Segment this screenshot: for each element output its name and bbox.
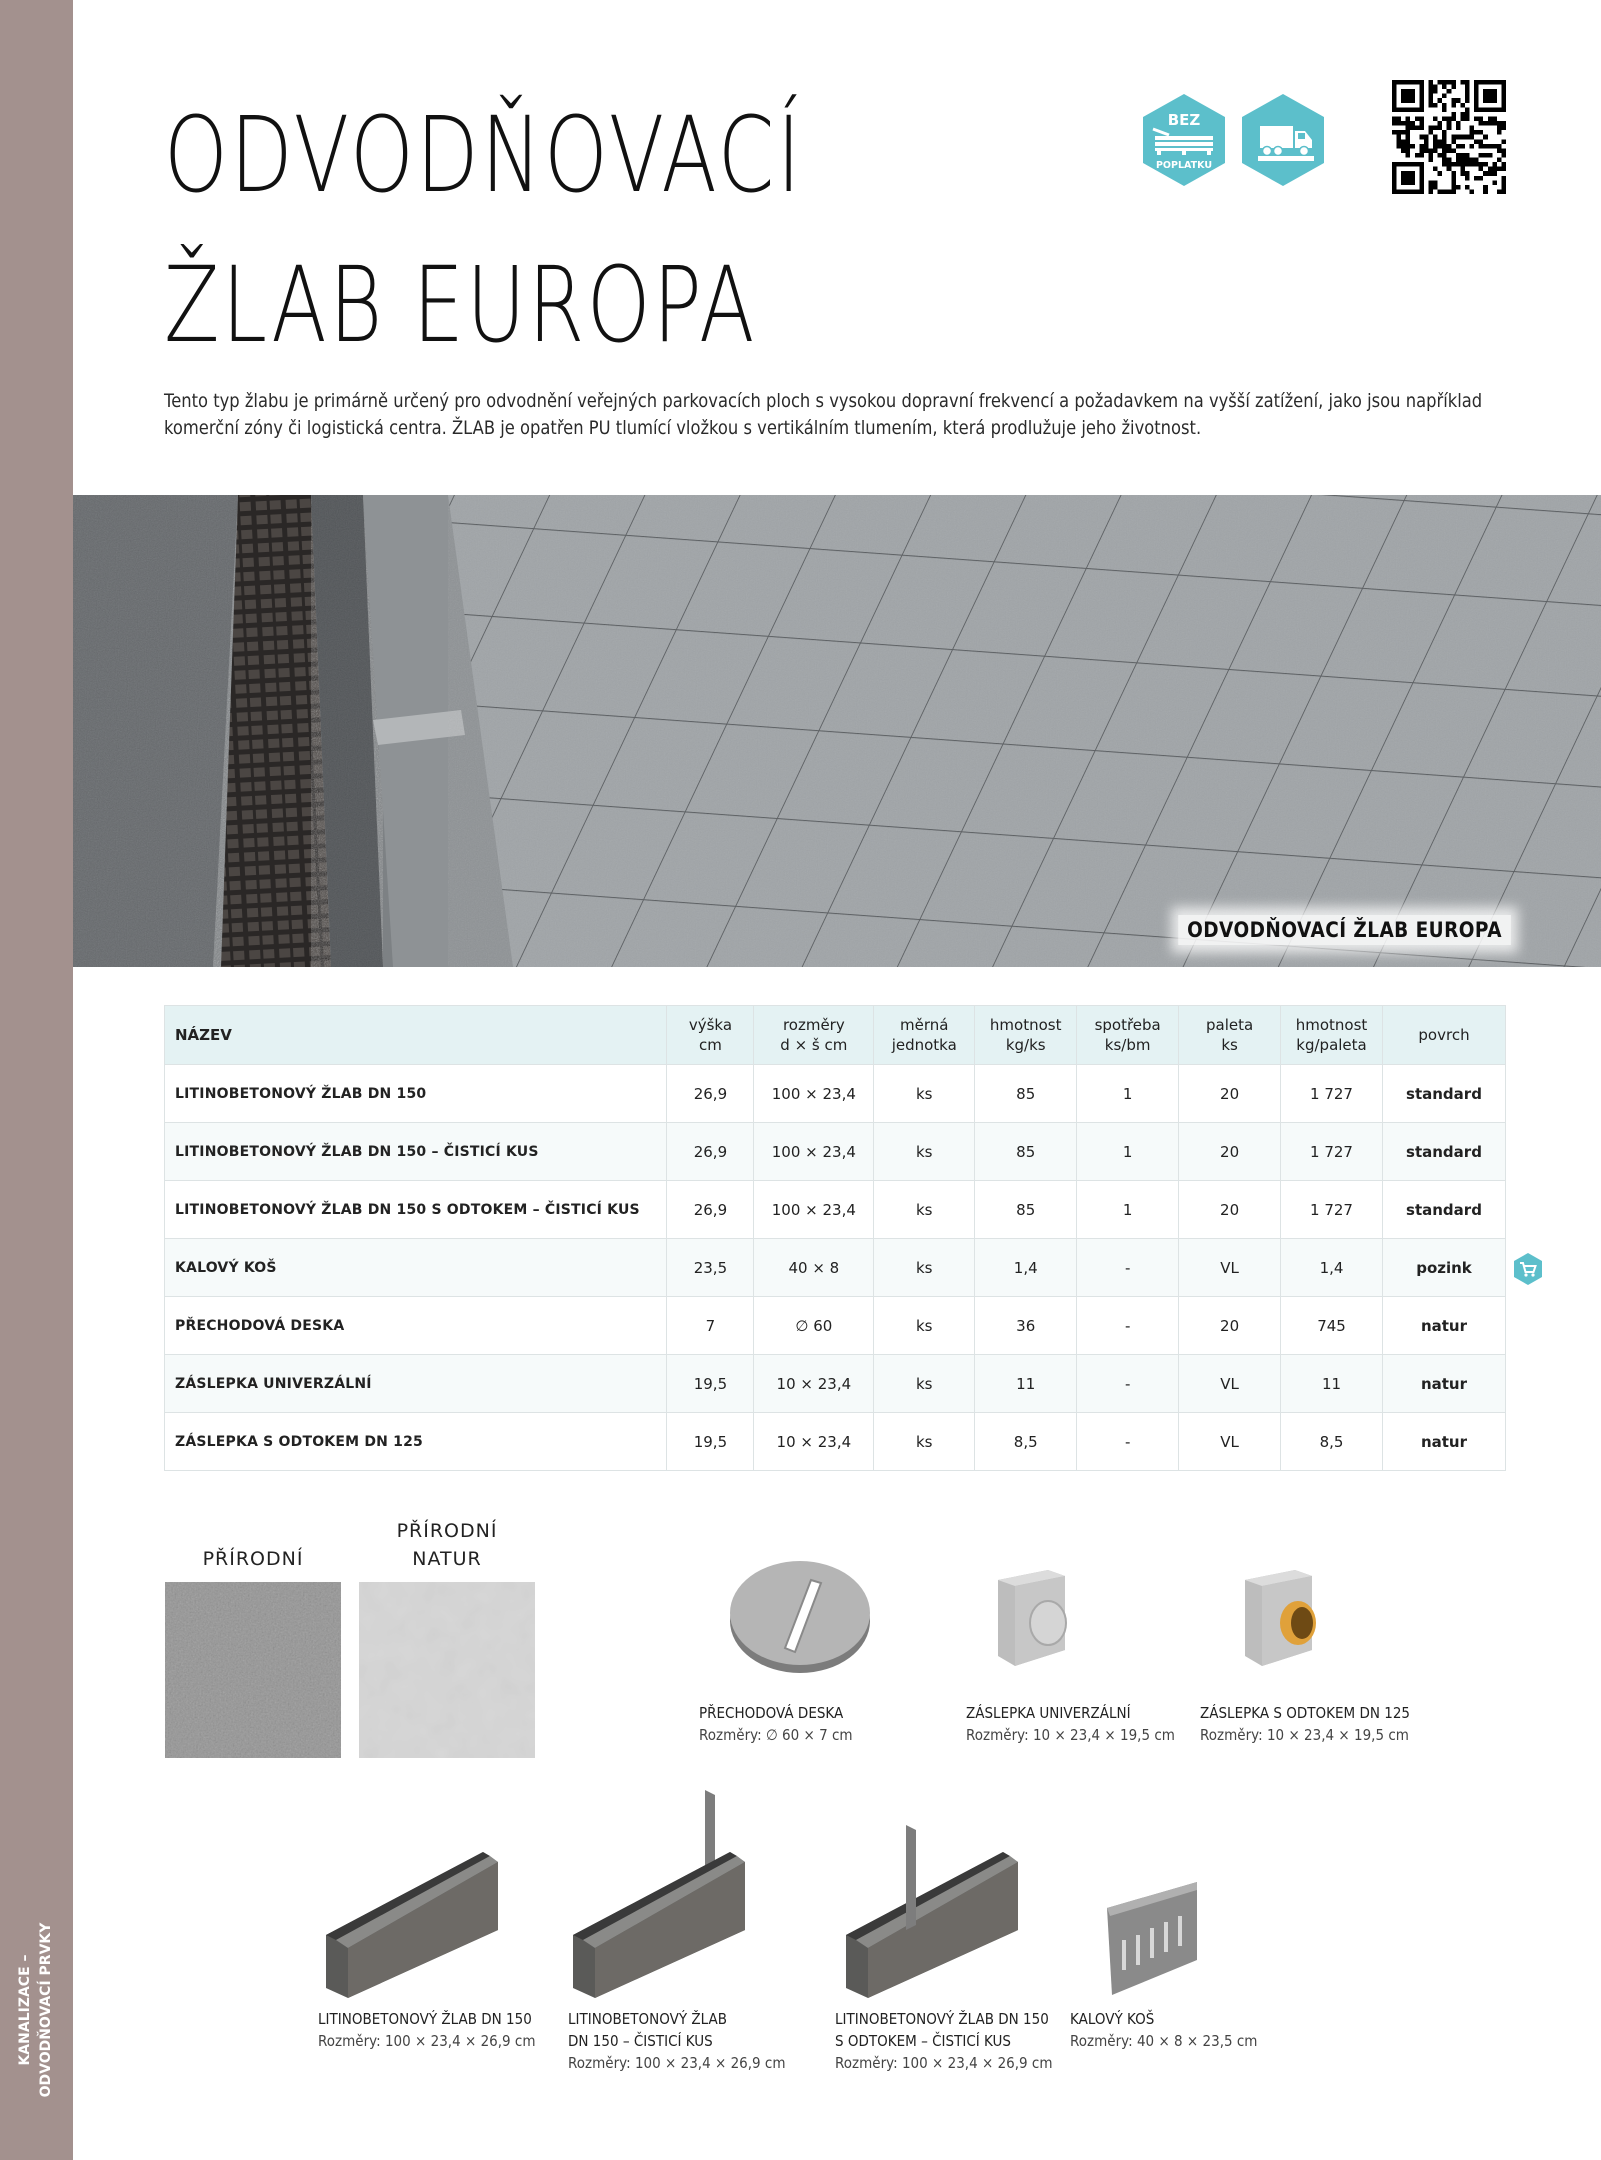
product-image-prechodova-deska [725,1555,875,1675]
product-caption-prechodova-deska: PŘECHODOVÁ DESKA Rozměry: ∅ 60 × 7 cm [699,1704,853,1744]
shopping-cart-icon[interactable] [1512,1252,1544,1286]
cell-rozmery: 10 × 23,4 [754,1355,874,1413]
cell-vyska: 23,5 [667,1239,754,1297]
product-image-zaslepka-s-odtokem [1240,1568,1330,1668]
cell-hmotnost-paleta: 745 [1281,1297,1383,1355]
section-sidebar [0,0,73,2160]
cell-hmotnost: 36 [975,1297,1077,1355]
product-image-zaslepka-univerzalni [993,1568,1083,1668]
pallet-fee-icon [1141,92,1227,188]
product-caption-zaslepka-s-odtokem: ZÁSLEPKA S ODTOKEM DN 125 Rozměry: 10 × 23,4 × 19,5 cm [1200,1704,1411,1744]
table-row [165,1181,1506,1239]
cell-jednotka: ks [874,1239,975,1297]
cell-spotreba: 1 [1077,1181,1179,1239]
cell-rozmery: 100 × 23,4 [754,1065,874,1123]
section-label-line1: KANALIZACE – [17,1954,33,2066]
cell-name: ZÁSLEPKA UNIVERZÁLNÍ [165,1355,667,1413]
swatch-prirodni [165,1582,341,1758]
cell-hmotnost-paleta: 1 727 [1281,1065,1383,1123]
cell-hmotnost: 85 [975,1123,1077,1181]
table-row [165,1413,1506,1471]
cell-rozmery: ∅ 60 [754,1297,874,1355]
cell-hmotnost-paleta: 1 727 [1281,1181,1383,1239]
product-caption-zlab-dn150: LITINOBETONOVÝ ŽLAB DN 150 Rozměry: 100 × 23,4 × 26,9 cm [318,2010,536,2050]
badge-bottom-text: POPLATKU [1155,160,1213,171]
cell-name: LITINOBETONOVÝ ŽLAB DN 150 [165,1065,667,1123]
product-image-zlab-dn150 [318,1830,503,2000]
cell-vyska: 7 [667,1297,754,1355]
cell-povrch: standard [1382,1181,1505,1239]
cell-povrch: natur [1382,1297,1505,1355]
col-header-rozmery: rozměry d × š cm [754,1006,874,1065]
cell-jednotka: ks [874,1123,975,1181]
col-header-hmotnost-paleta: hmotnost kg/paleta [1281,1006,1383,1065]
cell-rozmery: 40 × 8 [754,1239,874,1297]
cell-hmotnost-paleta: 1 727 [1281,1123,1383,1181]
cell-name: LITINOBETONOVÝ ŽLAB DN 150 S ODTOKEM – ČISTICÍ KUS [165,1181,667,1239]
col-header-jednotka: měrná jednotka [874,1006,975,1065]
swatch-label-prirodni-natur: PŘÍRODNÍ NATUR [396,1520,498,1570]
col-header-spotreba: spotřeba ks/bm [1077,1006,1179,1065]
hero-image [73,495,1601,967]
qr-code-icon[interactable] [1392,80,1506,194]
cell-hmotnost-paleta: 1,4 [1281,1239,1383,1297]
table-header-row [165,1006,1506,1065]
hero-caption: ODVODŇOVACÍ ŽLAB EUROPA [1179,915,1511,945]
cell-jednotka: ks [874,1181,975,1239]
cell-paleta: VL [1179,1239,1281,1297]
cell-paleta: 20 [1179,1181,1281,1239]
col-header-nazev: NÁZEV [165,1006,667,1065]
swatch-label-prirodni: PŘÍRODNÍ [202,1548,304,1570]
cell-hmotnost: 85 [975,1181,1077,1239]
cell-name: LITINOBETONOVÝ ŽLAB DN 150 – ČISTICÍ KUS [165,1123,667,1181]
col-header-vyska: výška cm [667,1006,754,1065]
section-label [6,1900,66,2120]
cell-spotreba: - [1077,1413,1179,1471]
cell-povrch: standard [1382,1123,1505,1181]
cell-povrch: natur [1382,1413,1505,1471]
badge-top-text: BEZ [1167,111,1201,129]
product-caption-zaslepka-univerzalni: ZÁSLEPKA UNIVERZÁLNÍ Rozměry: 10 × 23,4 × 19,5 cm [966,1704,1175,1744]
cell-hmotnost: 11 [975,1355,1077,1413]
cell-povrch: standard [1382,1065,1505,1123]
product-image-zlab-cistici-kus [565,1785,750,2000]
cell-vyska: 19,5 [667,1355,754,1413]
cell-paleta: 20 [1179,1123,1281,1181]
cell-paleta: 20 [1179,1297,1281,1355]
page-title-line2: ŽLAB EUROPA [164,244,757,366]
section-label-line2: ODVODŇOVACÍ PRVKY [38,1922,54,2098]
table-row [165,1239,1506,1297]
cell-paleta: 20 [1179,1065,1281,1123]
cell-hmotnost-paleta: 11 [1281,1355,1383,1413]
cell-name: PŘECHODOVÁ DESKA [165,1297,667,1355]
intro-text: Tento typ žlabu je primárně určený pro odvodnění veřejných parkovacích ploch s vysokou dopravní frekvencí a požadavkem na vyšší zatížení, jako jsou například komerční zóny či logistická centra. ŽLAB je opatřen PU tlumící vložkou s vertikálním tlumením, která prodlužuje jeho životnost. [164,390,1483,439]
cell-spotreba: 1 [1077,1123,1179,1181]
cell-name: ZÁSLEPKA S ODTOKEM DN 125 [165,1413,667,1471]
spec-table [164,1005,1506,1471]
product-caption-kalovy-kos: KALOVÝ KOŠ Rozměry: 40 × 8 × 23,5 cm [1070,2010,1258,2050]
table-row [165,1123,1506,1181]
swatch-prirodni-natur [359,1582,535,1758]
product-caption-zlab-s-odtokem-cistici-kus: LITINOBETONOVÝ ŽLAB DN 150 S ODTOKEM – ČISTICÍ KUS Rozměry: 100 × 23,4 × 26,9 cm [835,2010,1053,2072]
cell-rozmery: 100 × 23,4 [754,1123,874,1181]
cell-rozmery: 100 × 23,4 [754,1181,874,1239]
truck-delivery-icon [1240,92,1326,188]
cell-povrch: natur [1382,1355,1505,1413]
col-header-povrch: povrch [1382,1006,1505,1065]
cell-spotreba: - [1077,1239,1179,1297]
cell-povrch: pozink [1382,1239,1505,1297]
cell-hmotnost-paleta: 8,5 [1281,1413,1383,1471]
cell-jednotka: ks [874,1355,975,1413]
cell-name: KALOVÝ KOŠ [165,1239,667,1297]
table-row [165,1297,1506,1355]
cell-spotreba: - [1077,1297,1179,1355]
cell-vyska: 19,5 [667,1413,754,1471]
cell-hmotnost: 85 [975,1065,1077,1123]
cell-jednotka: ks [874,1297,975,1355]
cell-hmotnost: 8,5 [975,1413,1077,1471]
cell-paleta: VL [1179,1413,1281,1471]
cell-spotreba: - [1077,1355,1179,1413]
cell-paleta: VL [1179,1355,1281,1413]
table-row [165,1355,1506,1413]
cell-jednotka: ks [874,1065,975,1123]
cell-jednotka: ks [874,1413,975,1471]
col-header-hmotnost: hmotnost kg/ks [975,1006,1077,1065]
page-title [164,80,803,380]
col-header-paleta: paleta ks [1179,1006,1281,1065]
cell-vyska: 26,9 [667,1065,754,1123]
cell-rozmery: 10 × 23,4 [754,1413,874,1471]
cell-spotreba: 1 [1077,1065,1179,1123]
cell-vyska: 26,9 [667,1181,754,1239]
product-image-kalovy-kos [1102,1880,1202,2000]
table-row [165,1065,1506,1123]
cell-hmotnost: 1,4 [975,1239,1077,1297]
cell-vyska: 26,9 [667,1123,754,1181]
page-title-line1: ODVODŇOVACÍ [164,94,804,216]
product-caption-zlab-cistici-kus: LITINOBETONOVÝ ŽLAB DN 150 – ČISTICÍ KUS Rozměry: 100 × 23,4 × 26,9 cm [568,2010,786,2072]
product-image-zlab-s-odtokem-cistici-kus [838,1820,1023,2000]
